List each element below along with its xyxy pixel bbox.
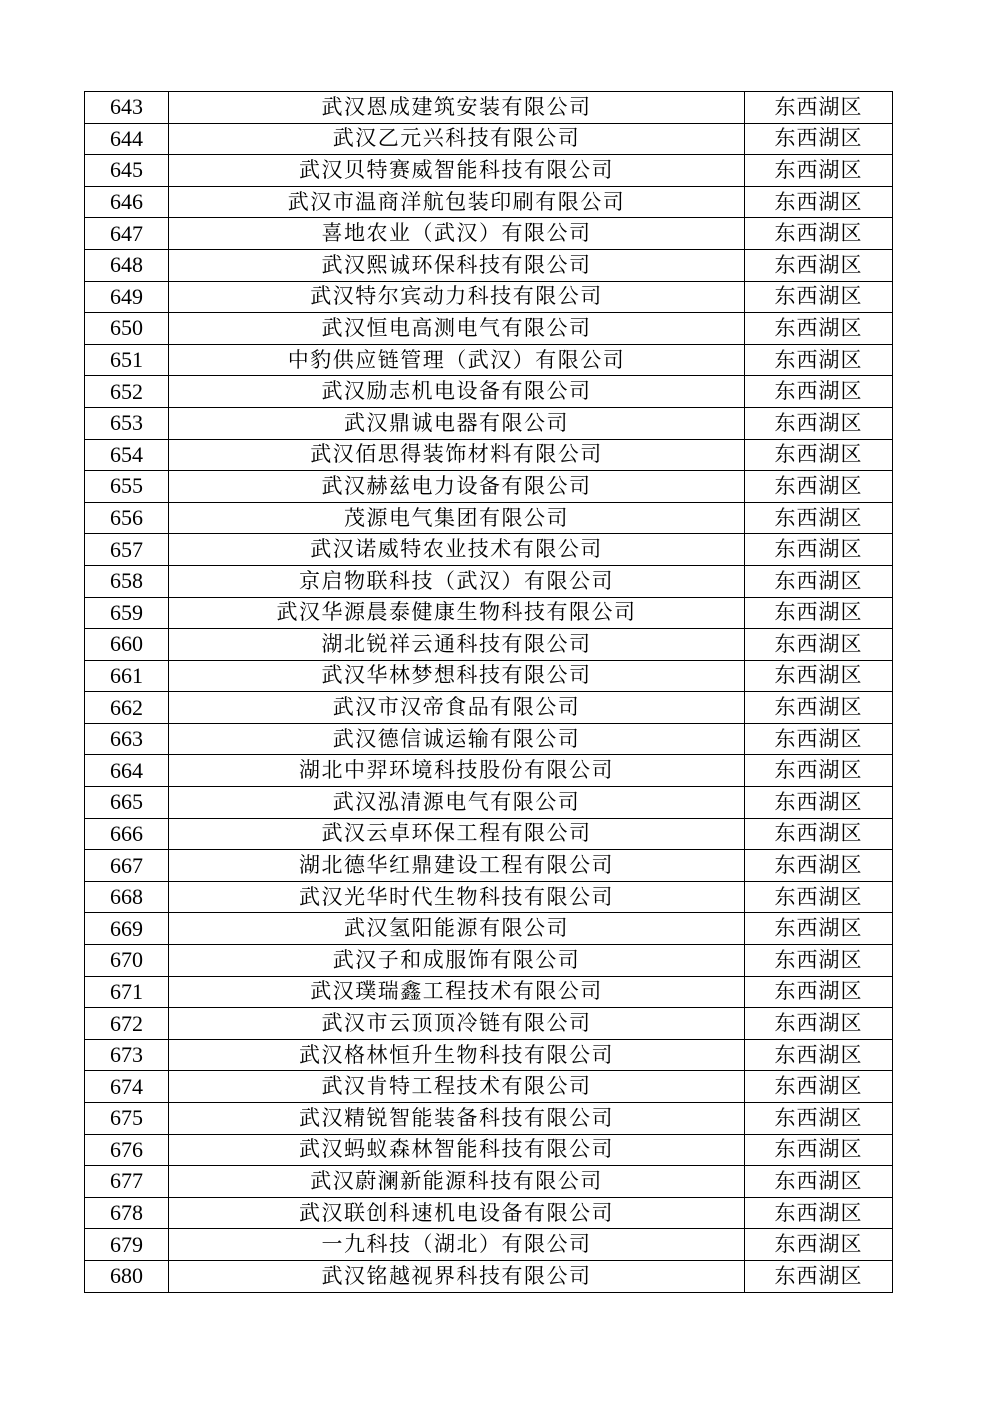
district-cell: 东西湖区 — [745, 565, 893, 597]
company-name-cell: 武汉子和成服饰有限公司 — [169, 945, 745, 977]
company-name-cell: 武汉蔚澜新能源科技有限公司 — [169, 1166, 745, 1198]
district-cell: 东西湖区 — [745, 1039, 893, 1071]
row-number-cell: 645 — [85, 155, 169, 187]
row-number-cell: 679 — [85, 1229, 169, 1261]
row-number-cell: 670 — [85, 945, 169, 977]
district-cell: 东西湖区 — [745, 92, 893, 124]
row-number-cell: 661 — [85, 660, 169, 692]
district-cell: 东西湖区 — [745, 660, 893, 692]
table-row — [85, 755, 893, 787]
row-number-cell: 660 — [85, 629, 169, 661]
table-row — [85, 313, 893, 345]
row-number-cell: 674 — [85, 1071, 169, 1103]
row-number-cell: 680 — [85, 1260, 169, 1292]
table-row — [85, 92, 893, 124]
company-name-cell: 武汉铭越视界科技有限公司 — [169, 1260, 745, 1292]
row-number-cell: 678 — [85, 1197, 169, 1229]
table-row — [85, 218, 893, 250]
company-name-cell: 茂源电气集团有限公司 — [169, 502, 745, 534]
company-name-cell: 武汉特尔宾动力科技有限公司 — [169, 281, 745, 313]
district-cell: 东西湖区 — [745, 1260, 893, 1292]
district-cell: 东西湖区 — [745, 218, 893, 250]
table-row — [85, 597, 893, 629]
company-name-cell: 武汉赫兹电力设备有限公司 — [169, 471, 745, 503]
company-name-cell: 武汉德信诚运输有限公司 — [169, 723, 745, 755]
table-row — [85, 976, 893, 1008]
company-name-cell: 武汉佰思得装饰材料有限公司 — [169, 439, 745, 471]
district-cell: 东西湖区 — [745, 818, 893, 850]
company-name-cell: 武汉诺威特农业技术有限公司 — [169, 534, 745, 566]
district-cell: 东西湖区 — [745, 1134, 893, 1166]
table-row — [85, 471, 893, 503]
company-name-cell: 武汉华林梦想科技有限公司 — [169, 660, 745, 692]
row-number-cell: 675 — [85, 1103, 169, 1135]
row-number-cell: 673 — [85, 1039, 169, 1071]
company-name-cell: 武汉恩成建筑安装有限公司 — [169, 92, 745, 124]
company-name-cell: 武汉市云顶顶冷链有限公司 — [169, 1008, 745, 1040]
company-name-cell: 喜地农业（武汉）有限公司 — [169, 218, 745, 250]
district-cell: 东西湖区 — [745, 471, 893, 503]
table-row — [85, 281, 893, 313]
table-row — [85, 249, 893, 281]
company-name-cell: 武汉璞瑞鑫工程技术有限公司 — [169, 976, 745, 1008]
district-cell: 东西湖区 — [745, 439, 893, 471]
district-cell: 东西湖区 — [745, 186, 893, 218]
row-number-cell: 665 — [85, 787, 169, 819]
row-number-cell: 656 — [85, 502, 169, 534]
row-number-cell: 659 — [85, 597, 169, 629]
table-row — [85, 1103, 893, 1135]
district-cell: 东西湖区 — [745, 1166, 893, 1198]
district-cell: 东西湖区 — [745, 755, 893, 787]
district-cell: 东西湖区 — [745, 1197, 893, 1229]
table-row — [85, 818, 893, 850]
company-name-cell: 武汉华源晨泰健康生物科技有限公司 — [169, 597, 745, 629]
district-cell: 东西湖区 — [745, 281, 893, 313]
company-name-cell: 武汉精锐智能装备科技有限公司 — [169, 1103, 745, 1135]
company-name-cell: 湖北德华红鼎建设工程有限公司 — [169, 850, 745, 882]
row-number-cell: 657 — [85, 534, 169, 566]
company-name-cell: 武汉乙元兴科技有限公司 — [169, 123, 745, 155]
row-number-cell: 644 — [85, 123, 169, 155]
district-cell: 东西湖区 — [745, 597, 893, 629]
table-row — [85, 344, 893, 376]
table-row — [85, 881, 893, 913]
table-body — [85, 92, 893, 1293]
company-name-cell: 武汉氢阳能源有限公司 — [169, 913, 745, 945]
table-row — [85, 692, 893, 724]
company-name-cell: 武汉市温商洋航包装印刷有限公司 — [169, 186, 745, 218]
company-name-cell: 中豹供应链管理（武汉）有限公司 — [169, 344, 745, 376]
company-name-cell: 武汉云卓环保工程有限公司 — [169, 818, 745, 850]
district-cell: 东西湖区 — [745, 1103, 893, 1135]
row-number-cell: 663 — [85, 723, 169, 755]
district-cell: 东西湖区 — [745, 249, 893, 281]
district-cell: 东西湖区 — [745, 313, 893, 345]
district-cell: 东西湖区 — [745, 881, 893, 913]
district-cell: 东西湖区 — [745, 787, 893, 819]
table-row — [85, 1166, 893, 1198]
table-row — [85, 565, 893, 597]
table-row — [85, 629, 893, 661]
company-name-cell: 湖北中羿环境科技股份有限公司 — [169, 755, 745, 787]
company-name-cell: 一九科技（湖北）有限公司 — [169, 1229, 745, 1261]
table-row — [85, 1071, 893, 1103]
row-number-cell: 671 — [85, 976, 169, 1008]
table-row — [85, 1134, 893, 1166]
table-row — [85, 123, 893, 155]
row-number-cell: 649 — [85, 281, 169, 313]
row-number-cell: 650 — [85, 313, 169, 345]
company-name-cell: 武汉恒电高测电气有限公司 — [169, 313, 745, 345]
district-cell: 东西湖区 — [745, 945, 893, 977]
table-row — [85, 1039, 893, 1071]
district-cell: 东西湖区 — [745, 123, 893, 155]
company-name-cell: 武汉熙诚环保科技有限公司 — [169, 249, 745, 281]
table-row — [85, 1008, 893, 1040]
row-number-cell: 676 — [85, 1134, 169, 1166]
table-row — [85, 913, 893, 945]
row-number-cell: 648 — [85, 249, 169, 281]
company-name-cell: 武汉泓清源电气有限公司 — [169, 787, 745, 819]
district-cell: 东西湖区 — [745, 344, 893, 376]
row-number-cell: 667 — [85, 850, 169, 882]
company-list-table — [84, 91, 893, 1293]
row-number-cell: 662 — [85, 692, 169, 724]
table-row — [85, 723, 893, 755]
row-number-cell: 677 — [85, 1166, 169, 1198]
table-row — [85, 945, 893, 977]
table-row — [85, 1260, 893, 1292]
company-name-cell: 武汉格林恒升生物科技有限公司 — [169, 1039, 745, 1071]
district-cell: 东西湖区 — [745, 850, 893, 882]
district-cell: 东西湖区 — [745, 155, 893, 187]
row-number-cell: 653 — [85, 407, 169, 439]
table-row — [85, 1197, 893, 1229]
district-cell: 东西湖区 — [745, 376, 893, 408]
table-row — [85, 376, 893, 408]
table-row — [85, 155, 893, 187]
district-cell: 东西湖区 — [745, 692, 893, 724]
table-row — [85, 502, 893, 534]
district-cell: 东西湖区 — [745, 502, 893, 534]
district-cell: 东西湖区 — [745, 629, 893, 661]
row-number-cell: 666 — [85, 818, 169, 850]
row-number-cell: 654 — [85, 439, 169, 471]
row-number-cell: 668 — [85, 881, 169, 913]
district-cell: 东西湖区 — [745, 976, 893, 1008]
row-number-cell: 652 — [85, 376, 169, 408]
district-cell: 东西湖区 — [745, 1229, 893, 1261]
district-cell: 东西湖区 — [745, 534, 893, 566]
district-cell: 东西湖区 — [745, 913, 893, 945]
row-number-cell: 646 — [85, 186, 169, 218]
company-name-cell: 武汉鼎诚电器有限公司 — [169, 407, 745, 439]
row-number-cell: 643 — [85, 92, 169, 124]
company-name-cell: 武汉贝特赛威智能科技有限公司 — [169, 155, 745, 187]
company-name-cell: 湖北锐祥云通科技有限公司 — [169, 629, 745, 661]
company-name-cell: 武汉联创科速机电设备有限公司 — [169, 1197, 745, 1229]
table-row — [85, 534, 893, 566]
row-number-cell: 664 — [85, 755, 169, 787]
row-number-cell: 658 — [85, 565, 169, 597]
row-number-cell: 651 — [85, 344, 169, 376]
company-name-cell: 武汉市汉帝食品有限公司 — [169, 692, 745, 724]
company-name-cell: 武汉肯特工程技术有限公司 — [169, 1071, 745, 1103]
district-cell: 东西湖区 — [745, 1071, 893, 1103]
district-cell: 东西湖区 — [745, 1008, 893, 1040]
table-row — [85, 1229, 893, 1261]
company-name-cell: 武汉光华时代生物科技有限公司 — [169, 881, 745, 913]
district-cell: 东西湖区 — [745, 407, 893, 439]
table-row — [85, 850, 893, 882]
table-row — [85, 439, 893, 471]
company-name-cell: 武汉励志机电设备有限公司 — [169, 376, 745, 408]
row-number-cell: 647 — [85, 218, 169, 250]
table-row — [85, 186, 893, 218]
row-number-cell: 669 — [85, 913, 169, 945]
table-row — [85, 787, 893, 819]
row-number-cell: 672 — [85, 1008, 169, 1040]
district-cell: 东西湖区 — [745, 723, 893, 755]
company-name-cell: 京启物联科技（武汉）有限公司 — [169, 565, 745, 597]
table-row — [85, 407, 893, 439]
table-row — [85, 660, 893, 692]
row-number-cell: 655 — [85, 471, 169, 503]
company-name-cell: 武汉蚂蚁森林智能科技有限公司 — [169, 1134, 745, 1166]
